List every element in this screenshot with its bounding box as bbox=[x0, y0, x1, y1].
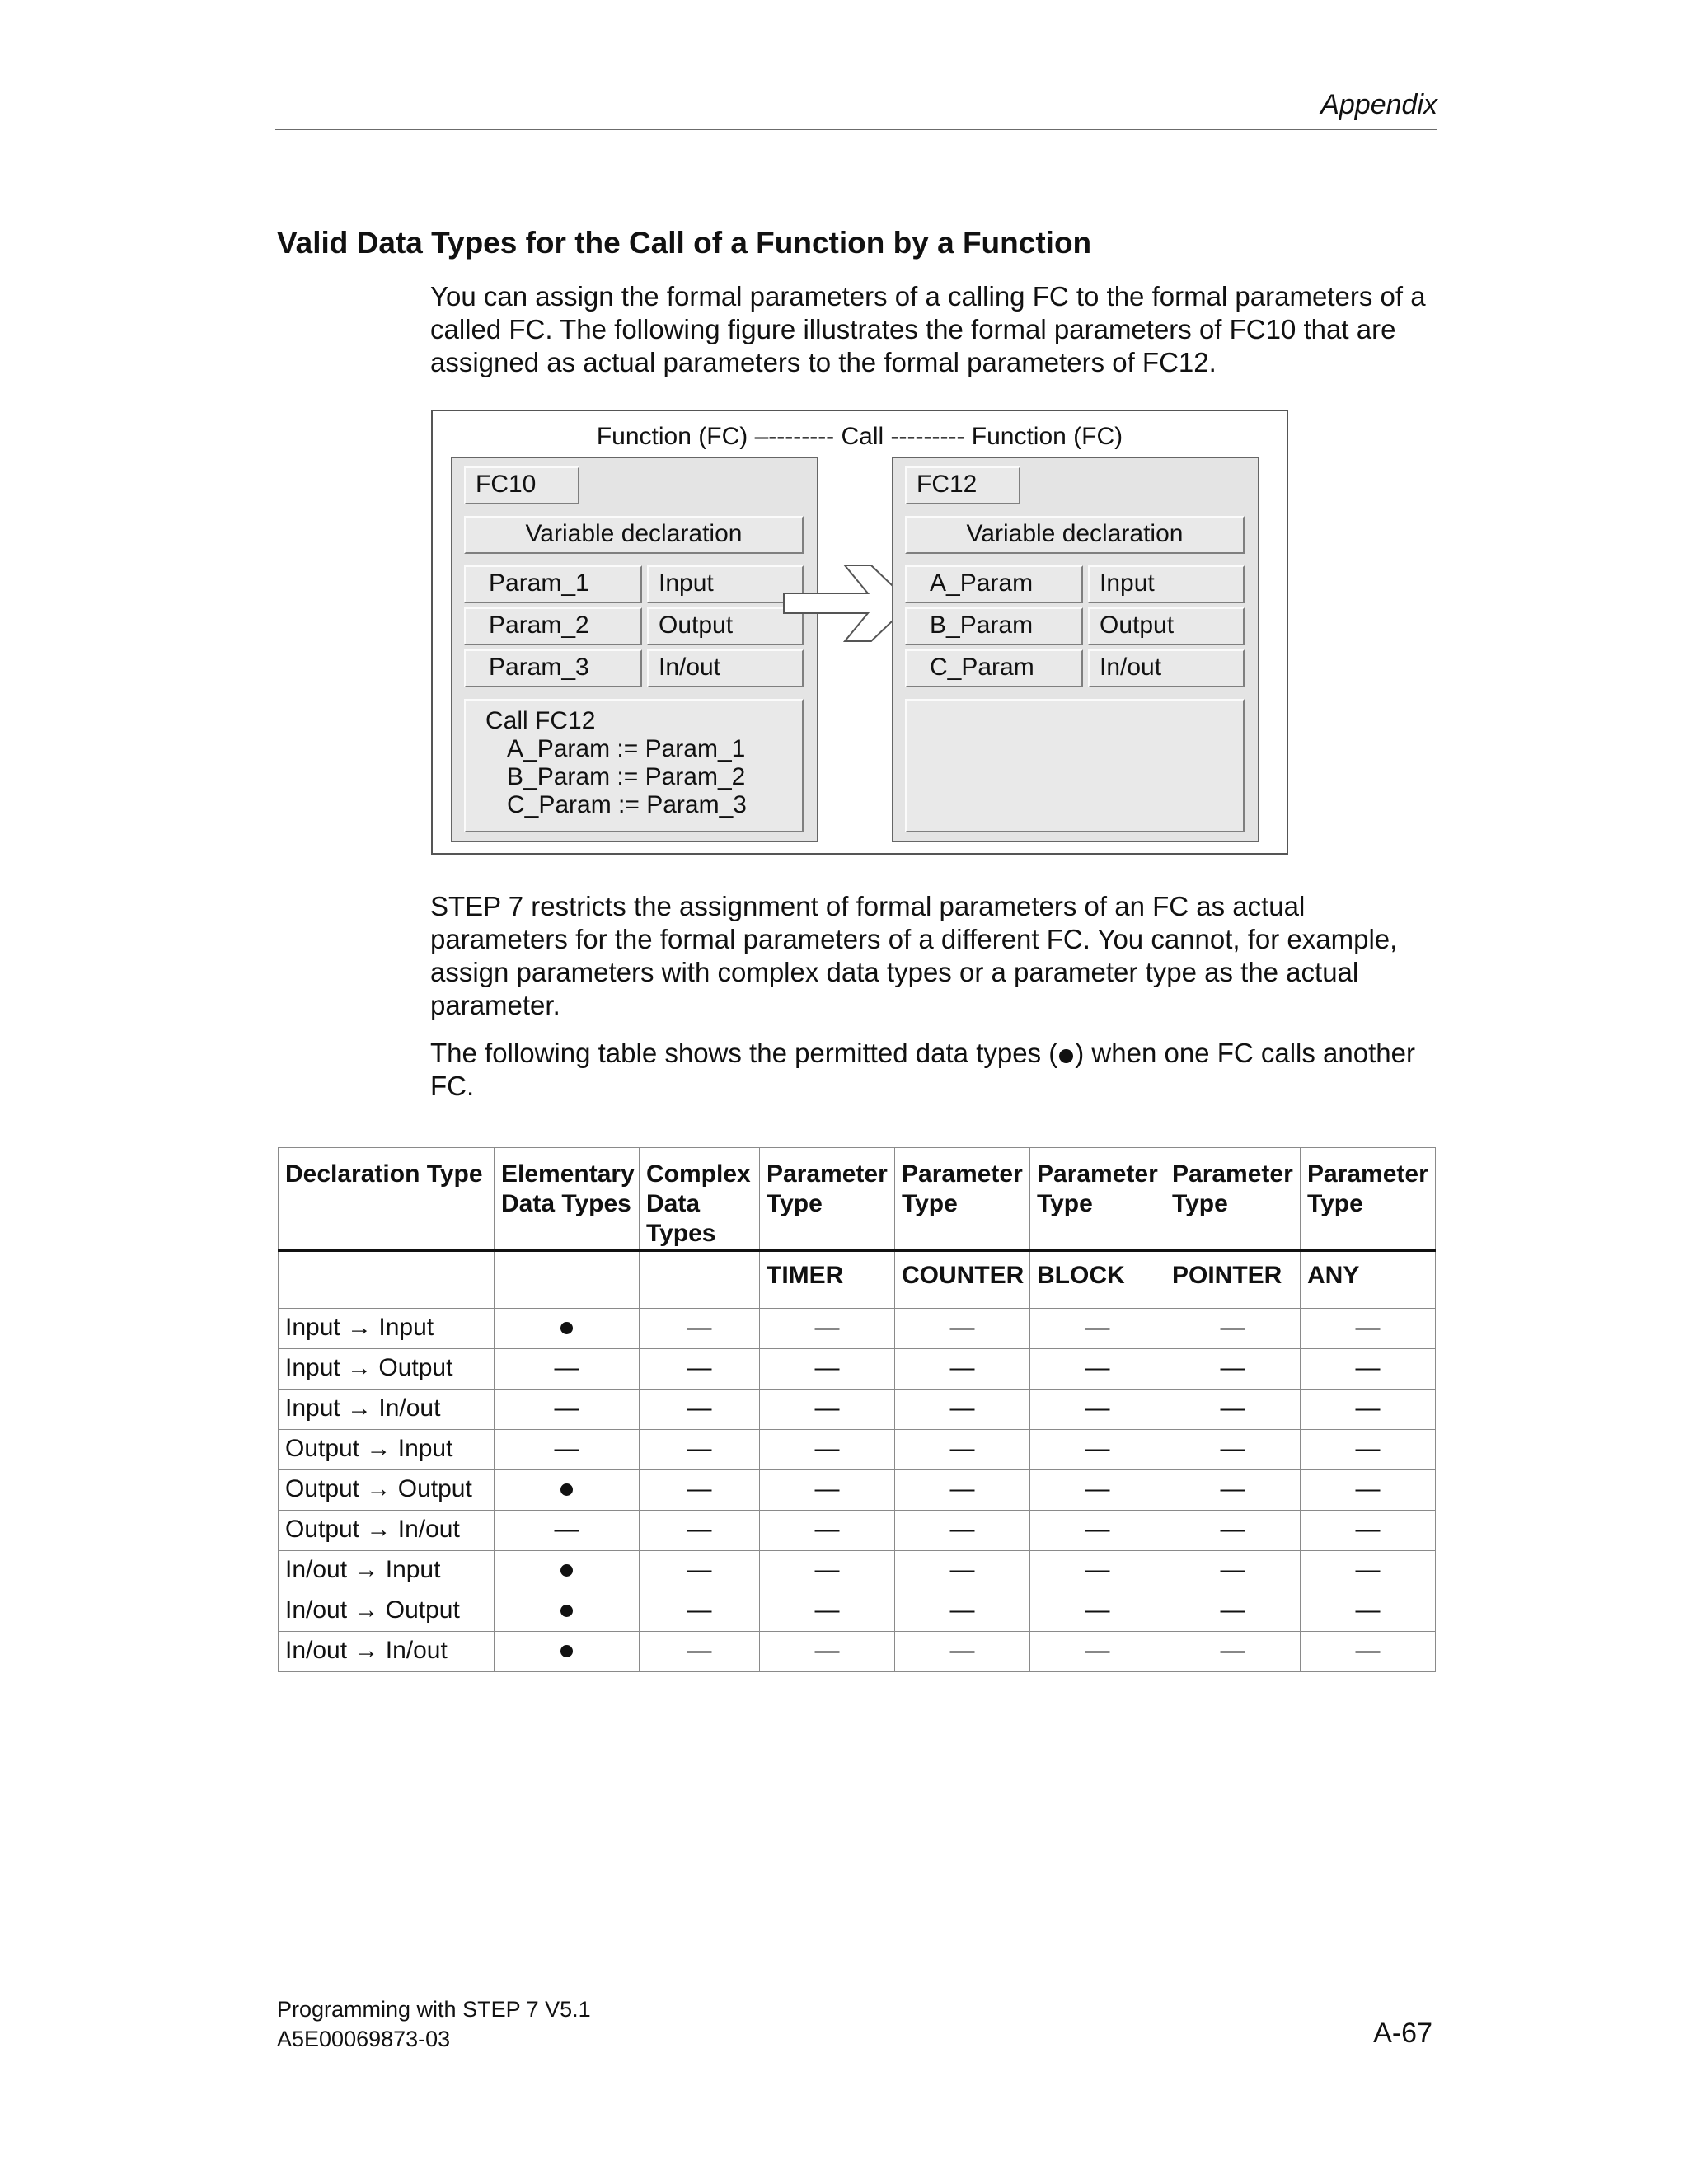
permission-cell: — bbox=[1301, 1550, 1436, 1591]
column-header: Complex Data Types bbox=[640, 1148, 760, 1251]
permission-cell: — bbox=[895, 1631, 1030, 1671]
permission-cell: — bbox=[1030, 1429, 1165, 1469]
table-subheader-row bbox=[279, 1250, 1436, 1308]
permission-cell: — bbox=[760, 1308, 895, 1348]
permission-cell: — bbox=[760, 1631, 895, 1671]
permission-cell: — bbox=[1165, 1389, 1301, 1429]
permission-cell: — bbox=[1030, 1510, 1165, 1550]
column-header: Parameter Type bbox=[760, 1148, 895, 1251]
fc-call-figure bbox=[431, 410, 1288, 855]
intro-paragraph: You can assign the formal parameters of a calling FC to the formal parameters of a called FC. The following figure illustrates the formal parameters of FC10 that are assigned as actual parameters to the formal parameters of FC12. bbox=[430, 281, 1426, 377]
table-intro-before: The following table shows the permitted data types ( bbox=[430, 1038, 1058, 1068]
permission-cell: — bbox=[640, 1348, 760, 1389]
permission-cell: — bbox=[1165, 1469, 1301, 1510]
permission-cell: — bbox=[1165, 1510, 1301, 1550]
column-header: Parameter Type bbox=[895, 1148, 1030, 1251]
permission-cell: — bbox=[760, 1591, 895, 1631]
table-row bbox=[279, 1389, 1436, 1429]
declaration-type-cell: In/out → Input bbox=[279, 1550, 495, 1591]
column-header: Parameter Type bbox=[1301, 1148, 1436, 1251]
declaration-type-cell: Input → Input bbox=[279, 1308, 495, 1348]
table-row bbox=[279, 1308, 1436, 1348]
permission-cell: — bbox=[895, 1389, 1030, 1429]
declaration-type-cell: Output → In/out bbox=[279, 1510, 495, 1550]
column-subheader: BLOCK bbox=[1030, 1250, 1165, 1308]
column-header: Elementary Data Types bbox=[495, 1148, 640, 1251]
call-line: C_Param := Param_3 bbox=[507, 791, 747, 818]
permission-cell: — bbox=[760, 1429, 895, 1469]
column-subheader bbox=[495, 1250, 640, 1308]
permission-cell: — bbox=[760, 1550, 895, 1591]
table-intro-paragraph bbox=[430, 1037, 1444, 1103]
fc10-param-type: Input bbox=[647, 565, 804, 603]
fc10-param-type: In/out bbox=[647, 649, 804, 687]
footer-left bbox=[277, 1994, 591, 2054]
column-subheader: ANY bbox=[1301, 1250, 1436, 1308]
table-row bbox=[279, 1469, 1436, 1510]
table-body bbox=[279, 1308, 1436, 1671]
permission-cell: — bbox=[640, 1631, 760, 1671]
fc10-call-statement bbox=[464, 699, 804, 832]
permitted-data-types-table bbox=[278, 1147, 1436, 1672]
fc12-variable-declaration: Variable declaration bbox=[905, 516, 1245, 554]
permission-cell: — bbox=[760, 1348, 895, 1389]
permission-cell: — bbox=[1165, 1591, 1301, 1631]
page-number: A-67 bbox=[1373, 2018, 1432, 2049]
fc12-panel bbox=[892, 457, 1259, 842]
permission-cell: — bbox=[1030, 1631, 1165, 1671]
call-line: A_Param := Param_1 bbox=[507, 735, 746, 762]
section-heading: Valid Data Types for the Call of a Function by a Function bbox=[277, 226, 1092, 260]
permission-cell: — bbox=[895, 1469, 1030, 1510]
table-row bbox=[279, 1550, 1436, 1591]
permission-cell: — bbox=[895, 1550, 1030, 1591]
permission-cell: — bbox=[895, 1348, 1030, 1389]
permission-cell: — bbox=[760, 1469, 895, 1510]
fc10-param-name: Param_2 bbox=[464, 607, 642, 645]
fc10-name: FC10 bbox=[464, 466, 579, 504]
fc12-param-type: Input bbox=[1088, 565, 1245, 603]
permission-cell: — bbox=[1030, 1550, 1165, 1591]
fc10-variable-declaration: Variable declaration bbox=[464, 516, 804, 554]
permission-cell: — bbox=[640, 1550, 760, 1591]
restriction-paragraph: STEP 7 restricts the assignment of formal parameters of an FC as actual parameters for the formal parameters of a different FC. You cannot, for example, assign parameters with complex data types or a parameter type as the actual parameter. bbox=[430, 891, 1398, 1020]
fc10-param-name: Param_3 bbox=[464, 649, 642, 687]
table-header-row bbox=[279, 1148, 1436, 1251]
declaration-type-cell: Input → Output bbox=[279, 1348, 495, 1389]
declaration-type-cell: Input → In/out bbox=[279, 1389, 495, 1429]
column-header: Parameter Type bbox=[1030, 1148, 1165, 1251]
permission-cell: — bbox=[1301, 1631, 1436, 1671]
permission-cell: — bbox=[1301, 1510, 1436, 1550]
permitted-dot-icon bbox=[1059, 1049, 1073, 1063]
permission-cell: — bbox=[640, 1308, 760, 1348]
column-subheader: POINTER bbox=[1165, 1250, 1301, 1308]
call-line: Call FC12 bbox=[485, 707, 596, 734]
permission-cell bbox=[495, 1308, 640, 1348]
permitted-dot-icon bbox=[560, 1605, 573, 1617]
fc12-param-name: B_Param bbox=[905, 607, 1083, 645]
table-intro-after: ) when one FC calls another FC. bbox=[430, 1038, 1415, 1101]
permission-cell bbox=[495, 1591, 640, 1631]
permission-cell: — bbox=[1165, 1308, 1301, 1348]
table-row bbox=[279, 1631, 1436, 1671]
fc10-param-name: Param_1 bbox=[464, 565, 642, 603]
table-row bbox=[279, 1348, 1436, 1389]
permitted-dot-icon bbox=[560, 1322, 573, 1334]
permission-cell: — bbox=[1165, 1631, 1301, 1671]
fc12-param-type: Output bbox=[1088, 607, 1245, 645]
permission-cell: — bbox=[1301, 1469, 1436, 1510]
permission-cell: — bbox=[1301, 1389, 1436, 1429]
permission-cell: — bbox=[1301, 1348, 1436, 1389]
header-section: Appendix bbox=[1320, 89, 1437, 120]
permission-cell: — bbox=[1165, 1348, 1301, 1389]
permitted-dot-icon bbox=[560, 1564, 573, 1577]
permission-cell: — bbox=[640, 1591, 760, 1631]
declaration-type-cell: Output → Output bbox=[279, 1469, 495, 1510]
permission-cell: — bbox=[1165, 1550, 1301, 1591]
permission-cell: — bbox=[1030, 1389, 1165, 1429]
permission-cell: — bbox=[895, 1429, 1030, 1469]
figure-title: Function (FC) –-------- Call --------- Function (FC) bbox=[596, 423, 1123, 450]
declaration-type-cell: In/out → Output bbox=[279, 1591, 495, 1631]
permitted-dot-icon bbox=[560, 1483, 573, 1496]
running-header bbox=[275, 89, 1437, 130]
fc12-param-type: In/out bbox=[1088, 649, 1245, 687]
permission-cell: — bbox=[1301, 1429, 1436, 1469]
permission-cell: — bbox=[640, 1389, 760, 1429]
column-subheader: COUNTER bbox=[895, 1250, 1030, 1308]
declaration-type-cell: Output → Input bbox=[279, 1429, 495, 1469]
permitted-dot-icon bbox=[560, 1645, 573, 1657]
permission-cell: — bbox=[1030, 1469, 1165, 1510]
permission-cell: — bbox=[640, 1469, 760, 1510]
footer-doc-id: A5E00069873-03 bbox=[277, 2027, 451, 2051]
table-row bbox=[279, 1591, 1436, 1631]
permission-cell: — bbox=[495, 1429, 640, 1469]
permission-cell: — bbox=[495, 1510, 640, 1550]
permission-cell: — bbox=[895, 1510, 1030, 1550]
fc12-param-name: A_Param bbox=[905, 565, 1083, 603]
column-subheader bbox=[640, 1250, 760, 1308]
fc12-empty-body bbox=[905, 699, 1245, 832]
permission-cell bbox=[495, 1550, 640, 1591]
column-subheader bbox=[279, 1250, 495, 1308]
fc12-name: FC12 bbox=[905, 466, 1020, 504]
permission-cell: — bbox=[1030, 1348, 1165, 1389]
fc10-param-type: Output bbox=[647, 607, 804, 645]
permission-cell bbox=[495, 1469, 640, 1510]
permission-cell: — bbox=[895, 1591, 1030, 1631]
column-subheader: TIMER bbox=[760, 1250, 895, 1308]
permission-cell: — bbox=[895, 1308, 1030, 1348]
declaration-type-cell: In/out → In/out bbox=[279, 1631, 495, 1671]
permission-cell: — bbox=[495, 1389, 640, 1429]
column-header: Parameter Type bbox=[1165, 1148, 1301, 1251]
permission-cell: — bbox=[760, 1389, 895, 1429]
call-line: B_Param := Param_2 bbox=[507, 763, 746, 790]
permission-cell: — bbox=[495, 1348, 640, 1389]
permission-cell: — bbox=[640, 1429, 760, 1469]
permission-cell: — bbox=[640, 1510, 760, 1550]
permission-cell: — bbox=[760, 1510, 895, 1550]
table-row bbox=[279, 1510, 1436, 1550]
permission-cell: — bbox=[1165, 1429, 1301, 1469]
permission-cell: — bbox=[1030, 1308, 1165, 1348]
table-row bbox=[279, 1429, 1436, 1469]
permission-cell: — bbox=[1030, 1591, 1165, 1631]
footer-title: Programming with STEP 7 V5.1 bbox=[277, 1997, 591, 2022]
fc10-panel bbox=[451, 457, 818, 842]
fc12-param-name: C_Param bbox=[905, 649, 1083, 687]
permission-cell: — bbox=[1301, 1308, 1436, 1348]
permission-cell: — bbox=[1301, 1591, 1436, 1631]
column-header: Declaration Type bbox=[279, 1148, 495, 1251]
permission-cell bbox=[495, 1631, 640, 1671]
